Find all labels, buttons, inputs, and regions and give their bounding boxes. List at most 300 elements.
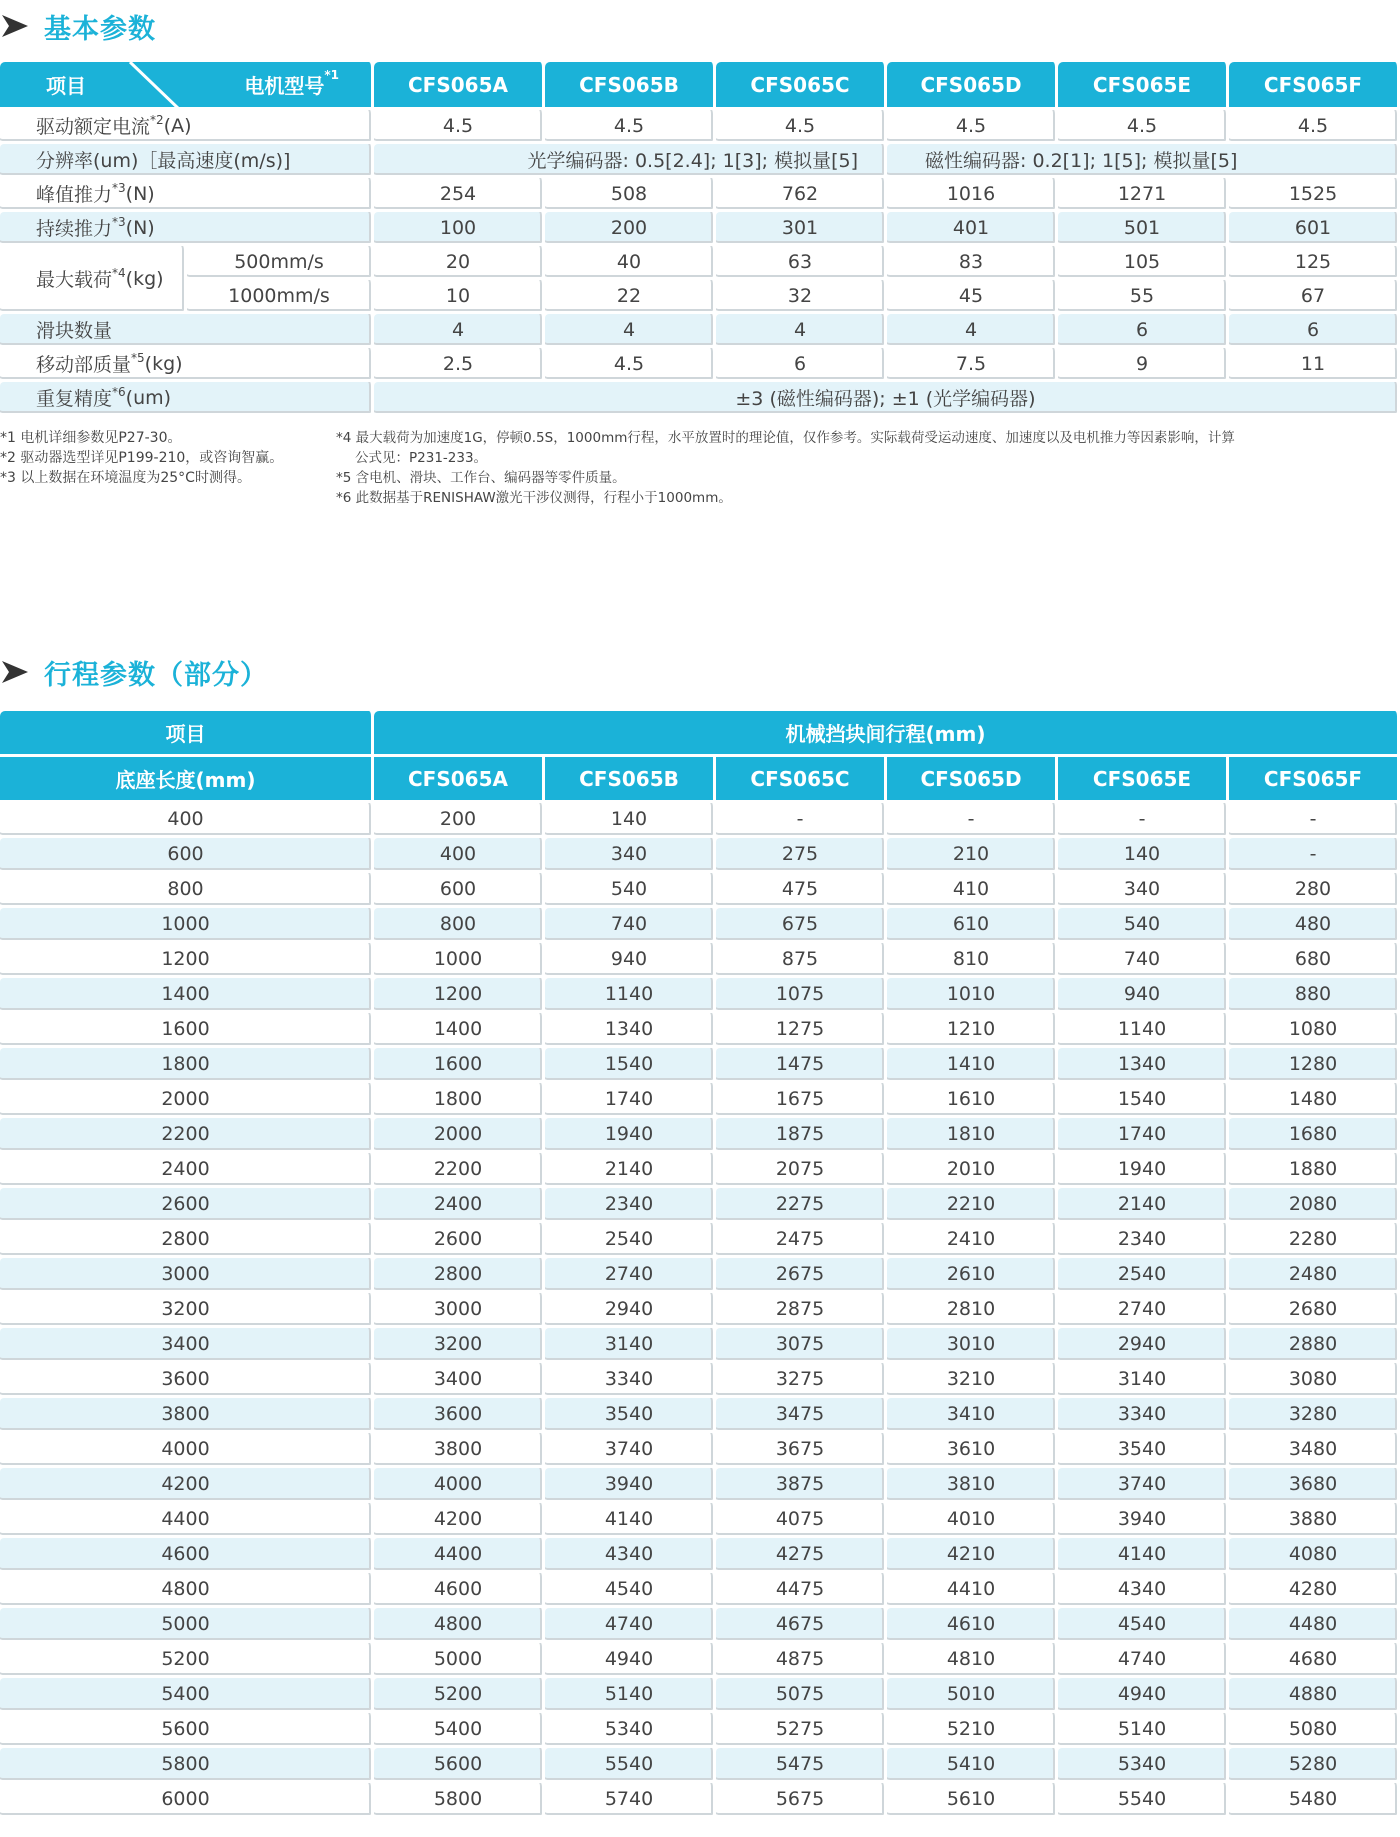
cell-stroke: 275 bbox=[716, 838, 887, 873]
cell-stroke: 4010 bbox=[887, 1503, 1058, 1538]
cell-stroke: 3000 bbox=[374, 1293, 545, 1328]
header-model-cfs065b: CFS065B bbox=[545, 62, 716, 110]
header-base-length: 底座长度(mm) bbox=[0, 757, 374, 803]
cell-stroke: 4880 bbox=[1229, 1678, 1400, 1713]
cell-stroke: 5000 bbox=[374, 1643, 545, 1678]
cell-base-length: 1200 bbox=[0, 943, 374, 978]
cell-stroke: 2680 bbox=[1229, 1293, 1400, 1328]
cell-stroke: 540 bbox=[545, 873, 716, 908]
cell-load-500: 125 bbox=[1229, 246, 1400, 280]
notes-right bbox=[336, 428, 1398, 508]
header-model-cfs065f: CFS065F bbox=[1229, 62, 1400, 110]
cell-stroke: 2280 bbox=[1229, 1223, 1400, 1258]
cell-stroke: 4875 bbox=[716, 1643, 887, 1678]
cell-base-length: 4200 bbox=[0, 1468, 374, 1503]
cell-stroke: 140 bbox=[545, 803, 716, 838]
cell-stroke: 4080 bbox=[1229, 1538, 1400, 1573]
header-model-cfs065d: CFS065D bbox=[887, 62, 1058, 110]
cell-stroke: 2210 bbox=[887, 1188, 1058, 1223]
cell-stroke: 2475 bbox=[716, 1223, 887, 1258]
cell-stroke: 1000 bbox=[374, 943, 545, 978]
cell-stroke: 3140 bbox=[1058, 1363, 1229, 1398]
row-label-load bbox=[0, 246, 187, 314]
cell-sliders: 4 bbox=[545, 314, 716, 348]
cell-stroke: 940 bbox=[545, 943, 716, 978]
cell-load-500: 40 bbox=[545, 246, 716, 280]
cell-stroke: 875 bbox=[716, 943, 887, 978]
cell-stroke: 1610 bbox=[887, 1083, 1058, 1118]
row-label-sup: *5 bbox=[131, 350, 145, 365]
cell-stroke: 5410 bbox=[887, 1748, 1058, 1783]
cell-load-500: 83 bbox=[887, 246, 1058, 280]
cell-stroke: 1340 bbox=[545, 1013, 716, 1048]
row-label-text: 滑块数量 bbox=[36, 320, 113, 342]
cell-load-1000: 55 bbox=[1058, 280, 1229, 314]
cell-stroke: 5210 bbox=[887, 1713, 1058, 1748]
cell-sliders: 4 bbox=[887, 314, 1058, 348]
cell-stroke: 4740 bbox=[1058, 1643, 1229, 1678]
cell-stroke: 5800 bbox=[374, 1783, 545, 1818]
cell-stroke: 2010 bbox=[887, 1153, 1058, 1188]
cell-stroke: 2810 bbox=[887, 1293, 1058, 1328]
cell-stroke: 810 bbox=[887, 943, 1058, 978]
cell-stroke: 3410 bbox=[887, 1398, 1058, 1433]
section-title-text: 基本参数 bbox=[44, 13, 156, 45]
cell-stroke: 2740 bbox=[545, 1258, 716, 1293]
section-title-stroke bbox=[0, 652, 268, 692]
header-model-cfs065c: CFS065C bbox=[716, 62, 887, 110]
cell-stroke: 1140 bbox=[545, 978, 716, 1013]
cell-stroke: 2600 bbox=[374, 1223, 545, 1258]
cell-stroke: 5140 bbox=[1058, 1713, 1229, 1748]
cell-stroke: 5275 bbox=[716, 1713, 887, 1748]
cell-stroke: 2140 bbox=[545, 1153, 716, 1188]
cell-stroke: 3875 bbox=[716, 1468, 887, 1503]
cell-mass: 2.5 bbox=[374, 348, 545, 382]
cell-stroke: 1875 bbox=[716, 1118, 887, 1153]
cell-stroke: 1810 bbox=[887, 1118, 1058, 1153]
cell-stroke: 3880 bbox=[1229, 1503, 1400, 1538]
cell-stroke: 5400 bbox=[374, 1713, 545, 1748]
cell-base-length: 5400 bbox=[0, 1678, 374, 1713]
cell-stroke: 2400 bbox=[374, 1188, 545, 1223]
cell-stroke: 340 bbox=[545, 838, 716, 873]
cell-continuous: 200 bbox=[545, 212, 716, 246]
row-label-text: 持续推力 bbox=[36, 218, 113, 240]
cell-stroke: 3075 bbox=[716, 1328, 887, 1363]
cell-stroke: 1800 bbox=[374, 1083, 545, 1118]
cell-stroke: 4200 bbox=[374, 1503, 545, 1538]
cell-current: 4.5 bbox=[716, 110, 887, 144]
cell-stroke: 3540 bbox=[545, 1398, 716, 1433]
cell-stroke: 880 bbox=[1229, 978, 1400, 1013]
cell-stroke: 3740 bbox=[545, 1433, 716, 1468]
row-label-sup: *4 bbox=[112, 265, 126, 280]
cell-continuous: 301 bbox=[716, 212, 887, 246]
cell-stroke: 5340 bbox=[545, 1713, 716, 1748]
cell-stroke: 3140 bbox=[545, 1328, 716, 1363]
row-label-sup: *3 bbox=[112, 214, 126, 229]
cell-stroke: 3940 bbox=[1058, 1503, 1229, 1538]
cell-stroke: 2675 bbox=[716, 1258, 887, 1293]
cell-stroke: 2610 bbox=[887, 1258, 1058, 1293]
cell-stroke: 2740 bbox=[1058, 1293, 1229, 1328]
cell-stroke: 4810 bbox=[887, 1643, 1058, 1678]
cell-base-length: 5200 bbox=[0, 1643, 374, 1678]
cell-base-length: 4000 bbox=[0, 1433, 374, 1468]
cell-stroke: 2480 bbox=[1229, 1258, 1400, 1293]
cell-base-length: 4400 bbox=[0, 1503, 374, 1538]
cell-stroke: 2940 bbox=[545, 1293, 716, 1328]
cell-stroke: 3810 bbox=[887, 1468, 1058, 1503]
cell-stroke: 4940 bbox=[545, 1643, 716, 1678]
cell-stroke: 5675 bbox=[716, 1783, 887, 1818]
note-4: *4 最大载荷为加速度1G，停顿0.5S，1000mm行程，水平放置时的理论值，仅作参考。实际载荷受运动速度、加速度以及电机推力等因素影响，计算 bbox=[336, 430, 1235, 446]
cell-stroke: 4610 bbox=[887, 1608, 1058, 1643]
cell-stroke: 5080 bbox=[1229, 1713, 1400, 1748]
cell-stroke: 3600 bbox=[374, 1398, 545, 1433]
cell-peak: 1525 bbox=[1229, 178, 1400, 212]
cell-stroke: 1675 bbox=[716, 1083, 887, 1118]
row-label-text: 峰值推力 bbox=[36, 184, 113, 206]
cell-stroke: 1200 bbox=[374, 978, 545, 1013]
cell-stroke: 140 bbox=[1058, 838, 1229, 873]
cell-stroke: 1010 bbox=[887, 978, 1058, 1013]
row-label-sup: *2 bbox=[150, 112, 164, 127]
cell-stroke: 5610 bbox=[887, 1783, 1058, 1818]
cell-stroke: 3200 bbox=[374, 1328, 545, 1363]
cell-stroke: 1480 bbox=[1229, 1083, 1400, 1118]
cell-stroke: 3475 bbox=[716, 1398, 887, 1433]
cell-stroke: 3480 bbox=[1229, 1433, 1400, 1468]
cell-stroke: 400 bbox=[374, 838, 545, 873]
cell-stroke: 1880 bbox=[1229, 1153, 1400, 1188]
cell-peak: 1271 bbox=[1058, 178, 1229, 212]
cell-stroke: - bbox=[1058, 803, 1229, 838]
cell-peak: 508 bbox=[545, 178, 716, 212]
cell-stroke: 3210 bbox=[887, 1363, 1058, 1398]
cell-base-length: 3600 bbox=[0, 1363, 374, 1398]
row-label-unit: (N) bbox=[125, 182, 155, 205]
cell-base-length: 800 bbox=[0, 873, 374, 908]
header-model-cfs065b: CFS065B bbox=[545, 757, 716, 803]
cell-current: 4.5 bbox=[1058, 110, 1229, 144]
load-speed-1000: 1000mm/s bbox=[187, 280, 374, 314]
cell-stroke: 3340 bbox=[1058, 1398, 1229, 1433]
cell-stroke: 5140 bbox=[545, 1678, 716, 1713]
cell-load-1000: 67 bbox=[1229, 280, 1400, 314]
note-6: *6 此数据基于RENISHAW激光干涉仪测得，行程小于1000mm。 bbox=[336, 490, 732, 506]
cell-stroke: 1275 bbox=[716, 1013, 887, 1048]
cell-stroke: 3540 bbox=[1058, 1433, 1229, 1468]
cell-stroke: 4000 bbox=[374, 1468, 545, 1503]
cell-stroke: 475 bbox=[716, 873, 887, 908]
cell-stroke: 3800 bbox=[374, 1433, 545, 1468]
cell-stroke: 3010 bbox=[887, 1328, 1058, 1363]
cell-stroke: 200 bbox=[374, 803, 545, 838]
cell-stroke: 5475 bbox=[716, 1748, 887, 1783]
cell-base-length: 3200 bbox=[0, 1293, 374, 1328]
row-label-text: 移动部质量 bbox=[36, 354, 132, 376]
cell-stroke: 2800 bbox=[374, 1258, 545, 1293]
header-stroke: 机械挡块间行程(mm) bbox=[374, 711, 1400, 757]
cell-stroke: - bbox=[887, 803, 1058, 838]
cell-stroke: 675 bbox=[716, 908, 887, 943]
cell-stroke: 3940 bbox=[545, 1468, 716, 1503]
cell-base-length: 400 bbox=[0, 803, 374, 838]
cell-stroke: 4140 bbox=[1058, 1538, 1229, 1573]
cell-peak: 762 bbox=[716, 178, 887, 212]
cell-stroke: 4075 bbox=[716, 1503, 887, 1538]
row-label-current bbox=[0, 110, 374, 144]
cell-peak: 254 bbox=[374, 178, 545, 212]
cell-base-length: 2400 bbox=[0, 1153, 374, 1188]
cell-stroke: 5480 bbox=[1229, 1783, 1400, 1818]
cell-stroke: 610 bbox=[887, 908, 1058, 943]
note-3: *3 以上数据在环境温度为25°C时测得。 bbox=[0, 470, 251, 486]
cell-stroke: 3400 bbox=[374, 1363, 545, 1398]
cell-stroke: 2000 bbox=[374, 1118, 545, 1153]
cell-stroke: 4340 bbox=[545, 1538, 716, 1573]
cell-base-length: 3000 bbox=[0, 1258, 374, 1293]
notes-left bbox=[0, 428, 290, 488]
cell-stroke: 410 bbox=[887, 873, 1058, 908]
section-title-basic bbox=[0, 6, 156, 46]
cell-current: 4.5 bbox=[374, 110, 545, 144]
basic-params-table bbox=[0, 62, 1400, 416]
cell-stroke: 1400 bbox=[374, 1013, 545, 1048]
cell-stroke: 4940 bbox=[1058, 1678, 1229, 1713]
header-model-cfs065d: CFS065D bbox=[887, 757, 1058, 803]
cell-stroke: 1075 bbox=[716, 978, 887, 1013]
cell-base-length: 2000 bbox=[0, 1083, 374, 1118]
cell-stroke: 3610 bbox=[887, 1433, 1058, 1468]
cell-continuous: 501 bbox=[1058, 212, 1229, 246]
cell-base-length: 3400 bbox=[0, 1328, 374, 1363]
row-label-continuous bbox=[0, 212, 374, 246]
cell-stroke: 5600 bbox=[374, 1748, 545, 1783]
cell-base-length: 1400 bbox=[0, 978, 374, 1013]
cell-stroke: 4480 bbox=[1229, 1608, 1400, 1643]
cell-stroke: 940 bbox=[1058, 978, 1229, 1013]
header-model-sup: *1 bbox=[324, 68, 339, 83]
cell-stroke: 2140 bbox=[1058, 1188, 1229, 1223]
header-model-cfs065c: CFS065C bbox=[716, 757, 887, 803]
row-label-sliders bbox=[0, 314, 374, 348]
cell-stroke: 4600 bbox=[374, 1573, 545, 1608]
cell-stroke: 4800 bbox=[374, 1608, 545, 1643]
cell-stroke: 5280 bbox=[1229, 1748, 1400, 1783]
note-5: *5 含电机、滑块、工作台、编码器等零件质量。 bbox=[336, 470, 626, 486]
cell-stroke: 1600 bbox=[374, 1048, 545, 1083]
cell-stroke: 1140 bbox=[1058, 1013, 1229, 1048]
cell-stroke: 4210 bbox=[887, 1538, 1058, 1573]
cell-stroke: - bbox=[716, 803, 887, 838]
cell-stroke: 4675 bbox=[716, 1608, 887, 1643]
cell-base-length: 5600 bbox=[0, 1713, 374, 1748]
cell-stroke: 680 bbox=[1229, 943, 1400, 978]
cell-base-length: 5800 bbox=[0, 1748, 374, 1783]
note-2: *2 驱动器选型详见P199-210，或咨询智赢。 bbox=[0, 450, 284, 466]
cell-base-length: 4800 bbox=[0, 1573, 374, 1608]
cell-mass: 4.5 bbox=[545, 348, 716, 382]
cell-resolution-optical: 光学编码器: 0.5[2.4]; 1[3]; 模拟量[5] bbox=[374, 144, 887, 178]
cell-sliders: 6 bbox=[1058, 314, 1229, 348]
cell-load-1000: 45 bbox=[887, 280, 1058, 314]
cell-load-500: 20 bbox=[374, 246, 545, 280]
cell-mass: 11 bbox=[1229, 348, 1400, 382]
header-model-cfs065e: CFS065E bbox=[1058, 757, 1229, 803]
cell-load-500: 105 bbox=[1058, 246, 1229, 280]
cell-base-length: 2600 bbox=[0, 1188, 374, 1223]
cell-current: 4.5 bbox=[1229, 110, 1400, 144]
cell-stroke: 4280 bbox=[1229, 1573, 1400, 1608]
cell-stroke: 4740 bbox=[545, 1608, 716, 1643]
row-label-unit: (um) bbox=[125, 386, 172, 409]
cell-stroke: 3740 bbox=[1058, 1468, 1229, 1503]
cell-stroke: 4140 bbox=[545, 1503, 716, 1538]
cell-stroke: 1940 bbox=[1058, 1153, 1229, 1188]
row-label-unit: (N) bbox=[125, 216, 155, 239]
cell-continuous: 401 bbox=[887, 212, 1058, 246]
cell-stroke: 1475 bbox=[716, 1048, 887, 1083]
cell-stroke: 2940 bbox=[1058, 1328, 1229, 1363]
row-label-unit: (A) bbox=[163, 114, 192, 137]
cell-base-length: 600 bbox=[0, 838, 374, 873]
cell-load-1000: 10 bbox=[374, 280, 545, 314]
cell-stroke: 4410 bbox=[887, 1573, 1058, 1608]
arrow-icon bbox=[2, 12, 30, 40]
cell-base-length: 5000 bbox=[0, 1608, 374, 1643]
row-label-text: 最大载荷 bbox=[36, 269, 113, 291]
cell-base-length: 3800 bbox=[0, 1398, 374, 1433]
cell-current: 4.5 bbox=[545, 110, 716, 144]
header-model-cfs065e: CFS065E bbox=[1058, 62, 1229, 110]
row-label-text: 重复精度 bbox=[36, 388, 113, 410]
cell-stroke: 2275 bbox=[716, 1188, 887, 1223]
cell-stroke: 2540 bbox=[1058, 1258, 1229, 1293]
cell-stroke: 1540 bbox=[545, 1048, 716, 1083]
cell-stroke: 2080 bbox=[1229, 1188, 1400, 1223]
cell-stroke: 2880 bbox=[1229, 1328, 1400, 1363]
cell-stroke: 1680 bbox=[1229, 1118, 1400, 1153]
cell-stroke: 340 bbox=[1058, 873, 1229, 908]
load-speed-500: 500mm/s bbox=[187, 246, 374, 280]
header-model-text: 电机型号 bbox=[244, 74, 325, 98]
cell-load-1000: 22 bbox=[545, 280, 716, 314]
header-item-model bbox=[0, 62, 374, 110]
cell-stroke: 4275 bbox=[716, 1538, 887, 1573]
cell-resolution-magnetic: 磁性编码器: 0.2[1]; 1[5]; 模拟量[5] bbox=[887, 144, 1400, 178]
cell-base-length: 1600 bbox=[0, 1013, 374, 1048]
cell-mass: 6 bbox=[716, 348, 887, 382]
cell-current: 4.5 bbox=[887, 110, 1058, 144]
cell-continuous: 601 bbox=[1229, 212, 1400, 246]
header-item: 项目 bbox=[46, 74, 86, 98]
cell-stroke: 740 bbox=[545, 908, 716, 943]
cell-stroke: 1210 bbox=[887, 1013, 1058, 1048]
cell-base-length: 6000 bbox=[0, 1783, 374, 1818]
cell-repeat: ±3 (磁性编码器); ±1 (光学编码器) bbox=[374, 382, 1400, 416]
row-label-sup: *6 bbox=[112, 384, 126, 399]
cell-load-500: 63 bbox=[716, 246, 887, 280]
row-label-repeat bbox=[0, 382, 374, 416]
cell-stroke: 3680 bbox=[1229, 1468, 1400, 1503]
cell-base-length: 1800 bbox=[0, 1048, 374, 1083]
cell-stroke: 3675 bbox=[716, 1433, 887, 1468]
cell-stroke: 3275 bbox=[716, 1363, 887, 1398]
cell-stroke: 600 bbox=[374, 873, 545, 908]
cell-stroke: 1410 bbox=[887, 1048, 1058, 1083]
cell-stroke: 4340 bbox=[1058, 1573, 1229, 1608]
cell-stroke: 4475 bbox=[716, 1573, 887, 1608]
cell-stroke: 2875 bbox=[716, 1293, 887, 1328]
cell-load-1000: 32 bbox=[716, 280, 887, 314]
row-label-peak bbox=[0, 178, 374, 212]
cell-stroke: 5075 bbox=[716, 1678, 887, 1713]
cell-mass: 7.5 bbox=[887, 348, 1058, 382]
cell-stroke: 2540 bbox=[545, 1223, 716, 1258]
header-model bbox=[244, 70, 339, 99]
row-label-unit: (kg) bbox=[125, 267, 164, 290]
note-4-cont: 公式见：P231-233。 bbox=[355, 450, 488, 466]
cell-base-length: 2200 bbox=[0, 1118, 374, 1153]
cell-stroke: 1740 bbox=[1058, 1118, 1229, 1153]
cell-stroke: 2410 bbox=[887, 1223, 1058, 1258]
cell-stroke: 1340 bbox=[1058, 1048, 1229, 1083]
cell-continuous: 100 bbox=[374, 212, 545, 246]
row-label-text: 驱动额定电流 bbox=[36, 116, 151, 138]
cell-base-length: 1000 bbox=[0, 908, 374, 943]
cell-stroke: 3340 bbox=[545, 1363, 716, 1398]
cell-mass: 9 bbox=[1058, 348, 1229, 382]
cell-stroke: 2200 bbox=[374, 1153, 545, 1188]
cell-stroke: 3080 bbox=[1229, 1363, 1400, 1398]
cell-stroke: 800 bbox=[374, 908, 545, 943]
cell-stroke: 5200 bbox=[374, 1678, 545, 1713]
cell-stroke: 1740 bbox=[545, 1083, 716, 1118]
cell-stroke: 280 bbox=[1229, 873, 1400, 908]
cell-stroke: 1080 bbox=[1229, 1013, 1400, 1048]
cell-peak: 1016 bbox=[887, 178, 1058, 212]
header-model-cfs065f: CFS065F bbox=[1229, 757, 1400, 803]
cell-stroke: 5540 bbox=[1058, 1783, 1229, 1818]
cell-stroke: 4680 bbox=[1229, 1643, 1400, 1678]
cell-base-length: 4600 bbox=[0, 1538, 374, 1573]
cell-stroke: 4400 bbox=[374, 1538, 545, 1573]
cell-stroke: 2340 bbox=[1058, 1223, 1229, 1258]
cell-stroke: 1540 bbox=[1058, 1083, 1229, 1118]
header-item: 项目 bbox=[0, 711, 374, 757]
cell-stroke: 5740 bbox=[545, 1783, 716, 1818]
row-label-unit: (kg) bbox=[144, 352, 183, 375]
cell-base-length: 2800 bbox=[0, 1223, 374, 1258]
cell-sliders: 4 bbox=[374, 314, 545, 348]
cell-sliders: 6 bbox=[1229, 314, 1400, 348]
section-title-text: 行程参数（部分） bbox=[44, 659, 268, 691]
row-label-mass bbox=[0, 348, 374, 382]
cell-stroke: 210 bbox=[887, 838, 1058, 873]
cell-stroke: 4540 bbox=[545, 1573, 716, 1608]
arrow-icon bbox=[2, 658, 30, 686]
row-label-resolution: 分辨率(um)［最高速度(m/s)] bbox=[0, 144, 374, 178]
note-1: *1 电机详细参数见P27-30。 bbox=[0, 430, 182, 446]
cell-stroke: 5340 bbox=[1058, 1748, 1229, 1783]
stroke-params-table bbox=[0, 711, 1400, 1818]
cell-stroke: 540 bbox=[1058, 908, 1229, 943]
cell-stroke: 2075 bbox=[716, 1153, 887, 1188]
header-model-cfs065a: CFS065A bbox=[374, 757, 545, 803]
